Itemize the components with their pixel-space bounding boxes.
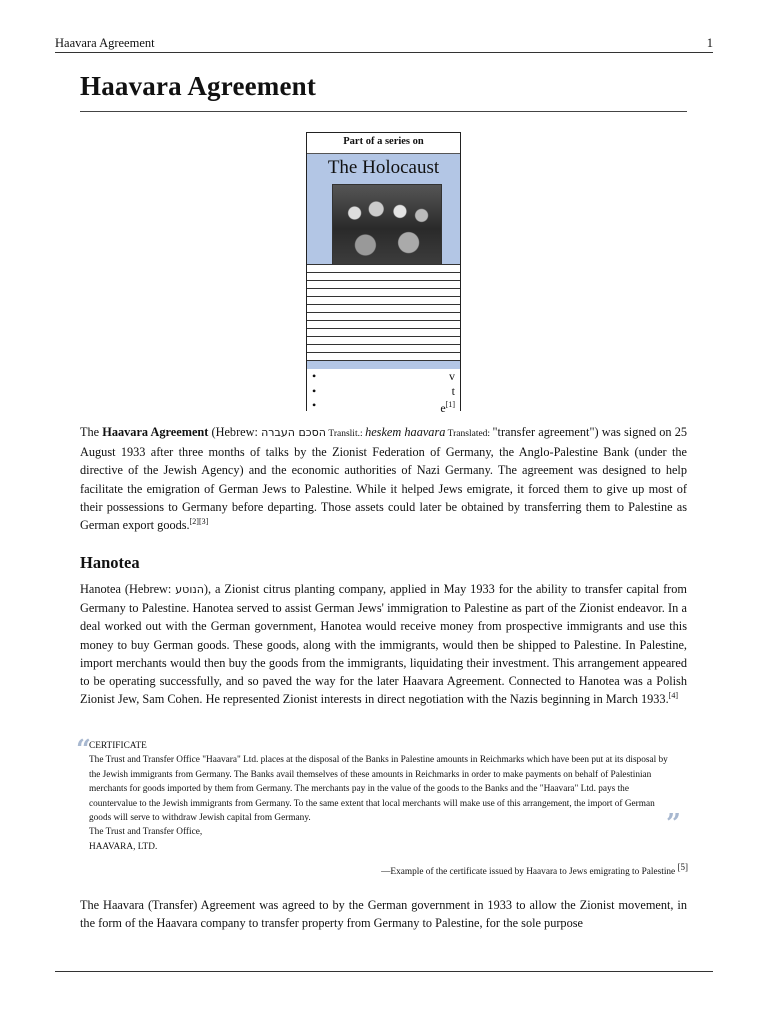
- running-title: Haavara Agreement: [55, 36, 155, 50]
- bullet: •: [312, 398, 317, 412]
- close-quote-icon: ”: [666, 809, 681, 839]
- transliteration: heskem haavara: [365, 425, 446, 439]
- closing-paragraph: The Haavara (Transfer) Agreement was agreed to by the German government in 1933 to allow the Zionist movement, in the form of the Haavara company to transfer property from Germany to Palestine, for the sole purpose: [80, 898, 687, 931]
- navbar-item-view[interactable]: [307, 369, 460, 384]
- infobox-section-row[interactable]: [307, 264, 460, 273]
- infobox-section-row[interactable]: [307, 273, 460, 281]
- bold-term: Haavara Agreement: [102, 425, 209, 439]
- navbar-edit-link[interactable]: e: [440, 401, 446, 415]
- section-heading-hanotea: Hanotea: [80, 553, 140, 572]
- infobox-section-row[interactable]: [307, 337, 460, 345]
- citation-1[interactable]: [1]: [445, 400, 455, 409]
- infobox-navbar: [307, 369, 460, 416]
- footer-rule: [55, 971, 713, 972]
- navbar-item-talk[interactable]: [307, 384, 460, 399]
- citation-2-3[interactable]: [2][3]: [189, 516, 209, 526]
- navbar-talk-link[interactable]: t: [451, 383, 455, 398]
- certificate-body: The Trust and Transfer Office "Haavara" Ltd. places at the disposal of the Banks in Palestine amounts in Reichmarks which have been put at its disposal by the Jewish immigrants from Germany. The Banks avail themselves of these amounts in Reichmarks in order to make payments on behalf of Palestinian merchants for goods imported by them from Germany. The merchants pay in the value of the goods to the Banks and the "Haavara" Ltd. pays the countervalue to the Jewish immigrants from Germany. To the same extent that local merchants will make use of this arrangement, the import of German goods will serve to withdraw Jewish capital from Germany.: [89, 755, 668, 824]
- bullet: •: [312, 369, 317, 383]
- header-rule: [55, 52, 713, 53]
- bullet: •: [312, 383, 317, 398]
- infobox-series-title[interactable]: The Holocaust: [307, 153, 460, 183]
- infobox: [306, 132, 461, 415]
- hebrew-text: הנוטע: [175, 583, 204, 596]
- intro-paragraph: The Haavara Agreement (Hebrew: הסכם העברה Translit.: heskem haavara Translated: "transfer agreement") was signed on 25 August 1933 after three months of talks by the Zionist Federation of Germany, the Anglo-Palestine Bank (under the directive of the Jewish Agency) and the economic authorities of Nazi Germany. The agreement was designed to help facilitate the emigration of German Jews to Palestine. While it helped Jews emigrate, it forced them to give up most of their possessions to Germany before departing. Those assets could later be obtained by transferring them to Palestine as German export goods.[2][3]: [80, 425, 687, 533]
- certificate-blockquote: [89, 739, 679, 854]
- running-header: [55, 36, 713, 51]
- page-number: 1: [706, 36, 713, 50]
- citation-4[interactable]: [4]: [668, 691, 678, 701]
- infobox-section-row[interactable]: [307, 289, 460, 297]
- infobox-section-row[interactable]: [307, 345, 460, 353]
- certificate-heading: CERTIFICATE: [89, 741, 147, 751]
- infobox-section-row[interactable]: [307, 305, 460, 313]
- infobox-section-row[interactable]: [307, 329, 460, 337]
- infobox-series-label: Part of a series on: [343, 136, 424, 147]
- navbar-view-link[interactable]: v: [449, 369, 455, 383]
- open-quote-icon: “: [76, 735, 91, 765]
- infobox-section-row[interactable]: [307, 281, 460, 289]
- hanotea-paragraph: Hanotea (Hebrew: הנוטע), a Zionist citrus planting company, applied in May 1933 for the ability to transfer capital from Germany to Palestine. Hanotea served to assist German Jews' immigration to Palestine as part of the Zionist endeavor. In a deal worked out with the German government, Hanotea would receive money from prospective immigrants and use this money to buy German goods. These goods, along with the immigrants, would then be shipped to Palestine. In Palestine, import merchants would then buy the goods from the immigrants, liquidating their investment. This arrangement appeared to be operating successfully, and so paved the way for the later Haavara Agreement. Connected to Hanotea was a Polish Zionist Jew, Sam Cohen. He represented Zionist interests in direct negotiation with the Nazis beginning in March 1933.[4]: [80, 582, 687, 707]
- quote-attribution: —Example of the certificate issued by Haavara to Jews emigrating to Palestine [5]: [381, 862, 688, 878]
- navbar-item-edit[interactable]: [307, 398, 460, 416]
- infobox-section-row[interactable]: [307, 353, 460, 361]
- certificate-signature-1: The Trust and Transfer Office,: [89, 827, 203, 838]
- infobox-section-row[interactable]: [307, 297, 460, 305]
- certificate-signature-2: HAAVARA, LTD.: [89, 841, 158, 852]
- citation-5[interactable]: [5]: [677, 862, 688, 872]
- hebrew-text: הסכם העברה: [261, 426, 326, 439]
- title-rule: [80, 111, 687, 112]
- holocaust-photo[interactable]: [332, 184, 442, 266]
- page-title: Haavara Agreement: [80, 71, 317, 101]
- infobox-section-row[interactable]: [307, 313, 460, 321]
- infobox-collapsed-sections: [307, 264, 460, 361]
- infobox-section-row[interactable]: [307, 321, 460, 329]
